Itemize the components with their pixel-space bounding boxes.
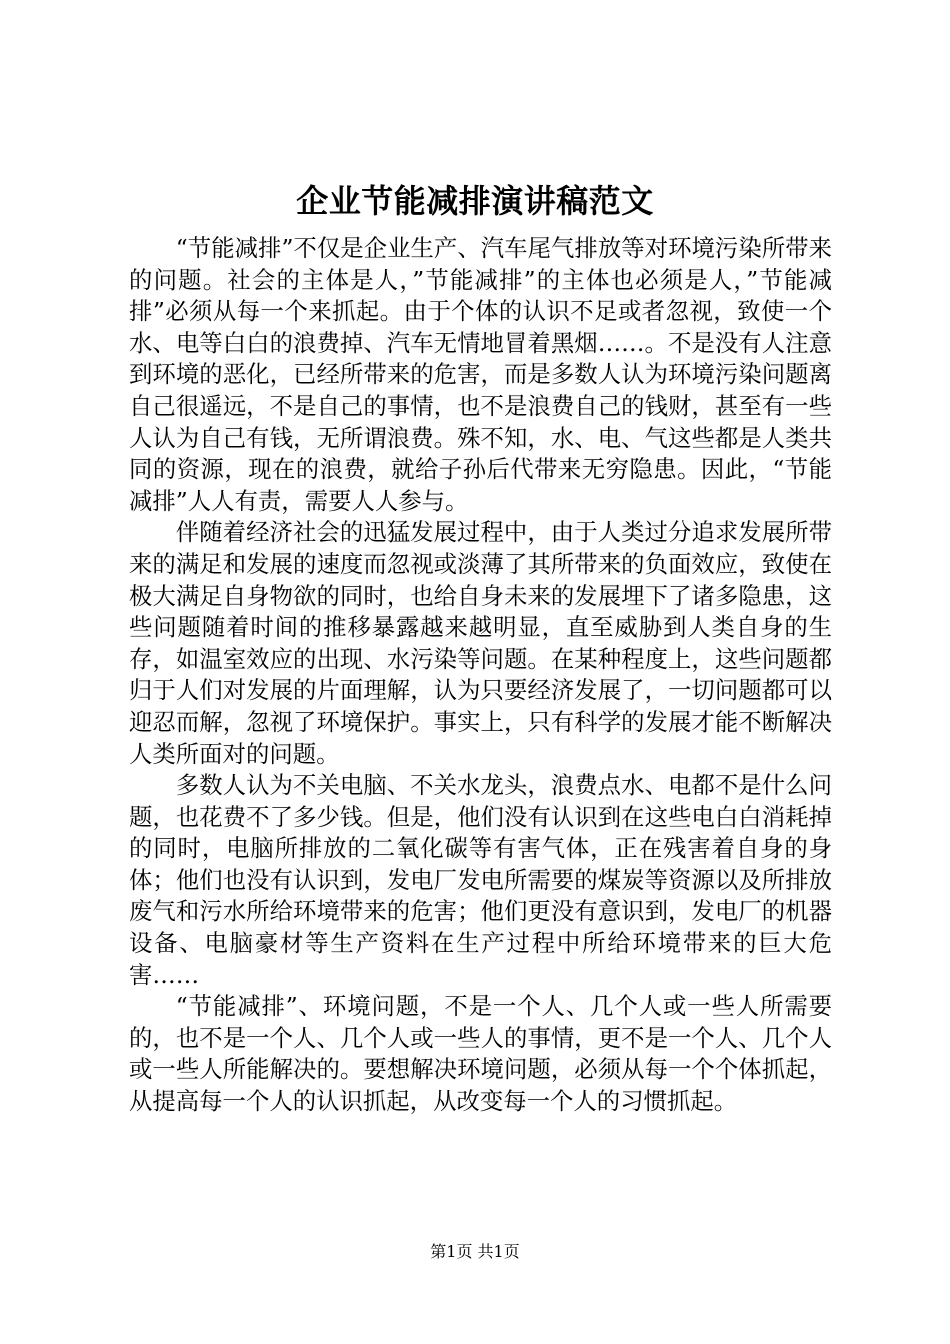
page-number-footer: 第1页 共1页 <box>430 1242 520 1261</box>
paragraph-1: “节能减排”不仅是企业生产、汽车尾气排放等对环境污染所带来的问题。社会的主体是人，”节能减排”的主体也必须是人，”节能减排”必须从每一个来抓起。由于个体的认识不足或者忽视，致使一个水、电等白白的浪费掉、汽车无情地冒着黑烟……。不是没有人注意到环境的恶化，已经所带来的危害，而是多数人认为环境污染问题离自己很遥远，不是自己的事情，也不是浪费自己的钱财，甚至有一些人认为自己有钱，无所谓浪费。殊不知，水、电、气这些都是人类共同的资源，现在的浪费，就给子孙后代带来无穷隐患。因此，“节能减排”人人有责，需要人人参与。 <box>129 234 832 515</box>
document-body <box>129 233 832 1118</box>
paragraph-4: “节能减排”、环境问题，不是一个人、几个人或一些人所需要的，也不是一个人、几个人或一些人的事情，更不是一个人、几个人或一些人所能解决的。要想解决环境问题，必须从每一个个体抓起，从提高每一个人的认识抓起，从改变每一个人的习惯抓起。 <box>129 992 832 1116</box>
paragraph-3: 多数人认为不关电脑、不关水龙头，浪费点水、电都不是什么问题，也花费不了多少钱。但是，他们没有认识到在这些电白白消耗掉的同时，电脑所排放的二氧化碳等有害气体，正在残害着自身的身体；他们也没有认识到，发电厂发电所需要的煤炭等资源以及所排放废气和污水所给环境带来的危害；他们更没有意识到，发电厂的机器设备、电脑豪材等生产资料在生产过程中所给环境带来的巨大危害…… <box>129 771 832 989</box>
document-title: 企业节能减排演讲稿范文 <box>296 182 654 220</box>
paragraph-2: 伴随着经济社会的迅猛发展过程中，由于人类过分追求发展所带来的满足和发展的速度而忽视或淡薄了其所带来的负面效应，致使在极大满足自身物欲的同时，也给自身未来的发展埋下了诸多隐患，这些问题随着时间的推移暴露越来越明显，直至威胁到人类自身的生存，如温室效应的出现、水污染等问题。在某种程度上，这些问题都归于人们对发展的片面理解，认为只要经济发展了，一切问题都可以迎忍而解，忽视了环境保护。事实上，只有科学的发展才能不断解决人类所面对的问题。 <box>129 518 832 768</box>
